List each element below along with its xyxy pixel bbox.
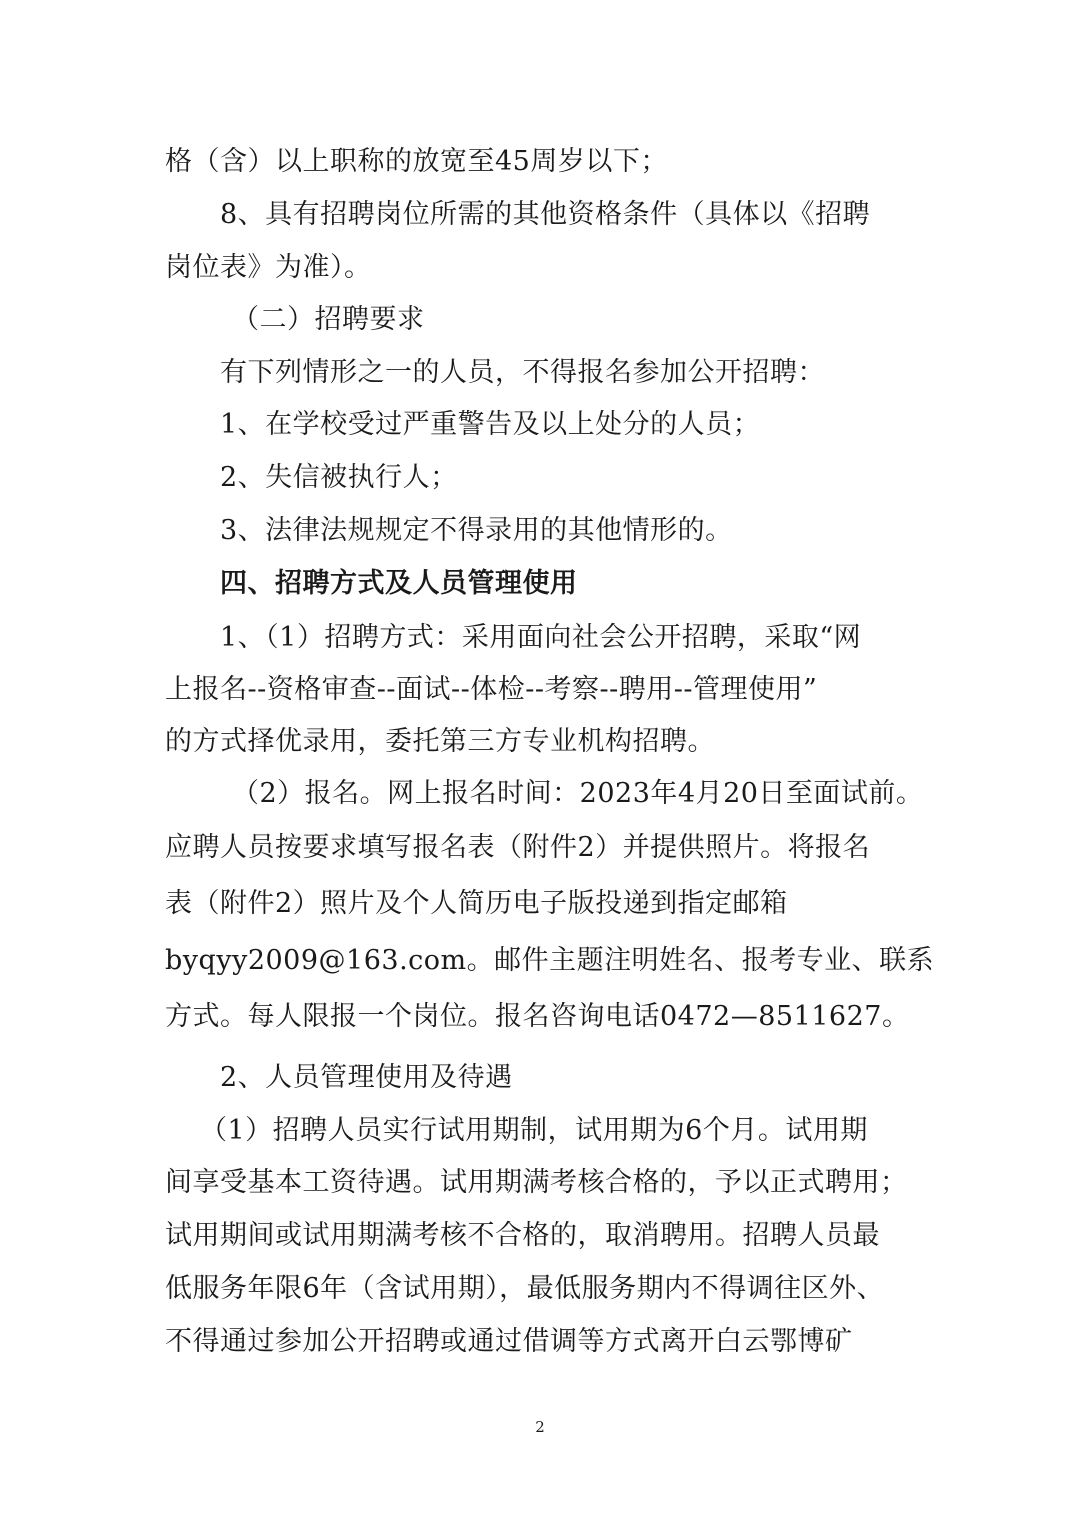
body-text-line: 表（附件2）照片及个人简历电子版投递到指定邮箱 bbox=[165, 888, 788, 919]
body-text-line: 试用期间或试用期满考核不合格的，取消聘用。招聘人员最 bbox=[165, 1220, 880, 1251]
list-item: 3、法律法规规定不得录用的其他情形的。 bbox=[220, 515, 733, 546]
body-text-line: 岗位表》为准）。 bbox=[165, 252, 372, 283]
page-number: 2 bbox=[535, 1418, 545, 1436]
list-item: 2、失信被执行人； bbox=[220, 462, 458, 493]
body-text-line: 应聘人员按要求填写报名表（附件2）并提供照片。将报名 bbox=[165, 832, 871, 863]
body-text-line: 方式。每人限报一个岗位。报名咨询电话0472—8511627。 bbox=[165, 1001, 910, 1032]
body-text-line: （2）报名。网上报名时间：2023年4月20日至面试前。 bbox=[232, 778, 924, 809]
section-subheading: （二）招聘要求 bbox=[232, 304, 425, 335]
section-heading: 四、招聘方式及人员管理使用 bbox=[220, 568, 578, 599]
body-text-line: 低服务年限6年（含试用期），最低服务期内不得调往区外、 bbox=[165, 1273, 885, 1304]
body-text-line: 上报名--资格审查--面试--体检--考察--聘用--管理使用” bbox=[165, 674, 818, 705]
body-text-line: 不得通过参加公开招聘或通过借调等方式离开白云鄂博矿 bbox=[165, 1326, 853, 1357]
subsection-heading: 2、人员管理使用及待遇 bbox=[220, 1062, 513, 1093]
body-text-line: 格（含）以上职称的放宽至45周岁以下； bbox=[165, 146, 668, 177]
body-text-line: （1）招聘人员实行试用期制，试用期为6个月。试用期 bbox=[200, 1115, 868, 1146]
body-text-line: 8、具有招聘岗位所需的其他资格条件（具体以《招聘 bbox=[220, 199, 871, 230]
body-text-line: byqyy2009@163.com。邮件主题注明姓名、报考专业、联系 bbox=[165, 945, 935, 976]
body-text-line: 间享受基本工资待遇。试用期满考核合格的，予以正式聘用； bbox=[165, 1167, 908, 1198]
list-item: 1、在学校受过严重警告及以上处分的人员； bbox=[220, 409, 761, 440]
body-text-line: 1、（1）招聘方式：采用面向社会公开招聘，采取“网 bbox=[220, 622, 862, 653]
body-text-line: 的方式择优录用，委托第三方专业机构招聘。 bbox=[165, 726, 715, 757]
body-text-line: 有下列情形之一的人员，不得报名参加公开招聘： bbox=[220, 357, 825, 388]
